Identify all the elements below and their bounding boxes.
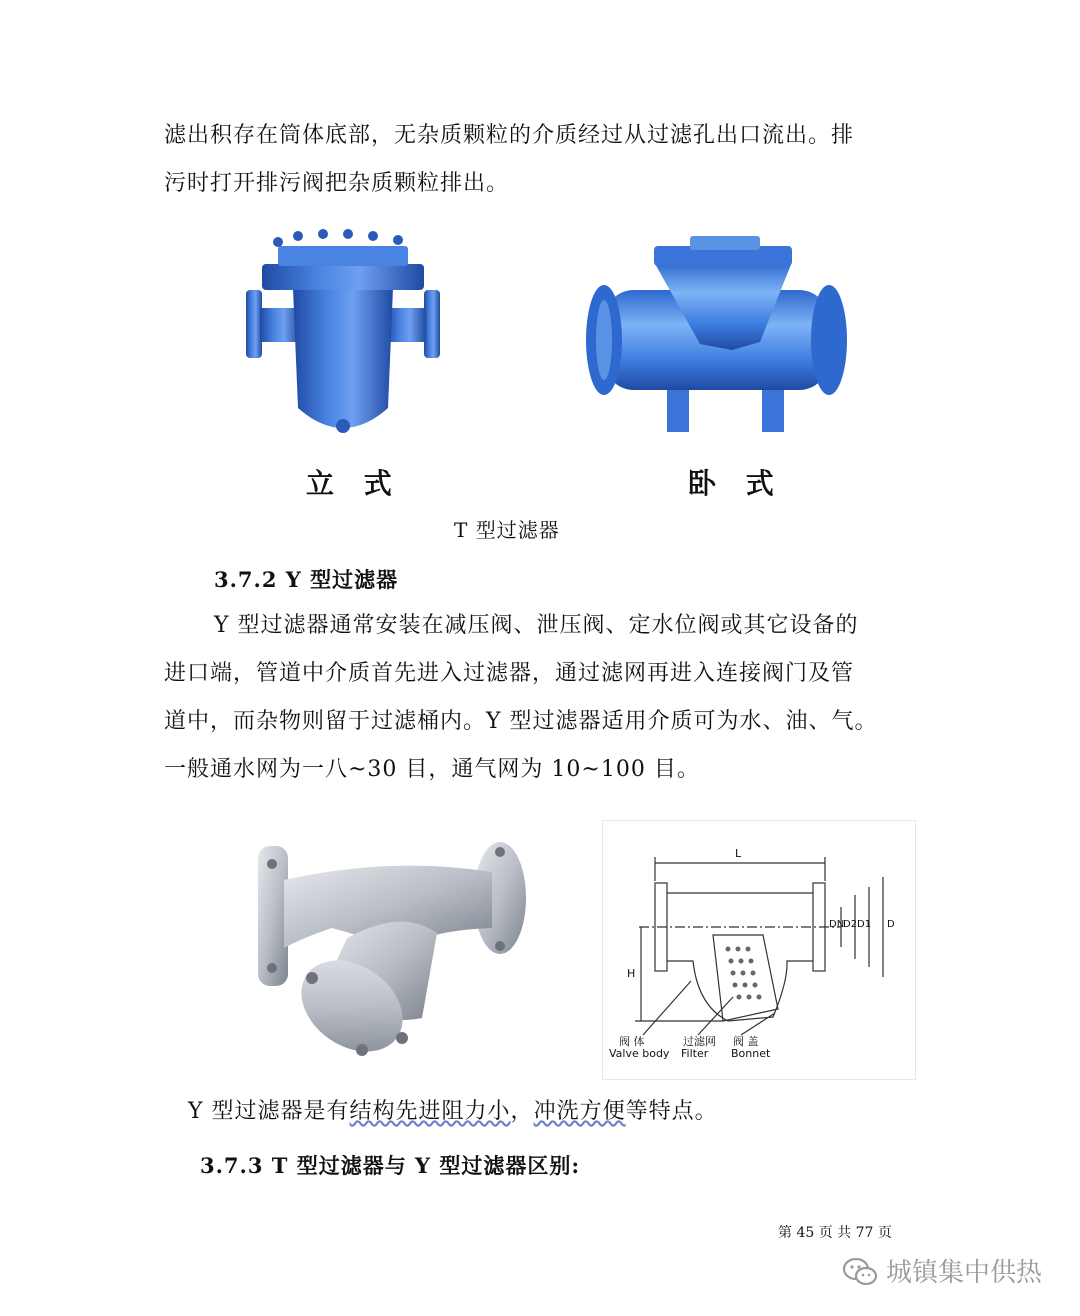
diagram-label-dn: DN	[829, 919, 845, 930]
diagram-part-body-en: Valve body	[609, 1047, 670, 1060]
page-number: 第 45 页 共 77 页	[778, 1225, 892, 1241]
diagram-label-l: L	[735, 847, 742, 860]
wechat-icon	[842, 1256, 878, 1288]
label-horizontal: 卧 式	[688, 467, 784, 500]
paragraph-2-line-4: 一般通水网为一八~30 目，通气网为 10~100 目。	[164, 757, 700, 782]
figure-1-caption: T 型过滤器	[454, 518, 560, 542]
paragraph-3	[188, 1088, 948, 1136]
paragraph-2	[164, 602, 924, 794]
paragraph-1-line-1: 滤出积存在筒体底部，无杂质颗粒的介质经过从过滤孔出口流出。排	[164, 123, 855, 148]
diagram-part-bonnet-cn: 阀 盖	[733, 1035, 759, 1048]
t-strainer-horizontal-image	[582, 232, 850, 437]
paragraph-2-line-1: Y 型过滤器通常安装在减压阀、泄压阀、定水位阀或其它设备的	[214, 613, 859, 638]
paragraph-3-underlined-1: 结构先进阻力小	[349, 1099, 511, 1124]
label-vertical: 立 式	[306, 467, 402, 500]
paragraph-3-prefix: Y 型过滤器是有	[188, 1099, 350, 1124]
diagram-part-body-cn: 阀 体	[619, 1035, 645, 1048]
paragraph-3-underlined-2: 冲洗方便	[533, 1099, 626, 1124]
diagram-label-d1: D1	[857, 919, 872, 930]
watermark-text: 城镇集中供热	[886, 1258, 1043, 1288]
diagram-part-filter-en: Filter	[681, 1047, 709, 1060]
paragraph-1-line-2: 污时打开排污阀把杂质颗粒排出。	[164, 171, 510, 196]
diagram-part-filter-cn: 过滤网	[683, 1035, 716, 1048]
diagram-label-d2: D2	[843, 919, 858, 930]
paragraph-3-suffix: 等特点。	[625, 1099, 718, 1124]
paragraph-2-line-2: 进口端，管道中介质首先进入过滤器，通过滤网再进入连接阀门及管	[164, 661, 855, 686]
paragraph-1	[164, 112, 924, 208]
diagram-part-bonnet-en: Bonnet	[731, 1047, 771, 1060]
y-strainer-image	[252, 838, 532, 1060]
watermark	[842, 1252, 1062, 1292]
y-strainer-diagram	[602, 820, 916, 1080]
t-strainer-vertical-image	[238, 228, 448, 443]
paragraph-2-line-3: 道中，而杂物则留于过滤桶内。Y 型过滤器适用介质可为水、油、气。	[164, 709, 878, 734]
section-heading-3-7-2: 3.7.2 Y 型过滤器	[214, 567, 399, 592]
paragraph-3-mid: ，	[510, 1099, 534, 1124]
section-heading-3-7-3: 3.7.3 T 型过滤器与 Y 型过滤器区别:	[200, 1153, 581, 1178]
diagram-label-d: D	[887, 919, 895, 930]
diagram-label-h: H	[627, 967, 636, 980]
